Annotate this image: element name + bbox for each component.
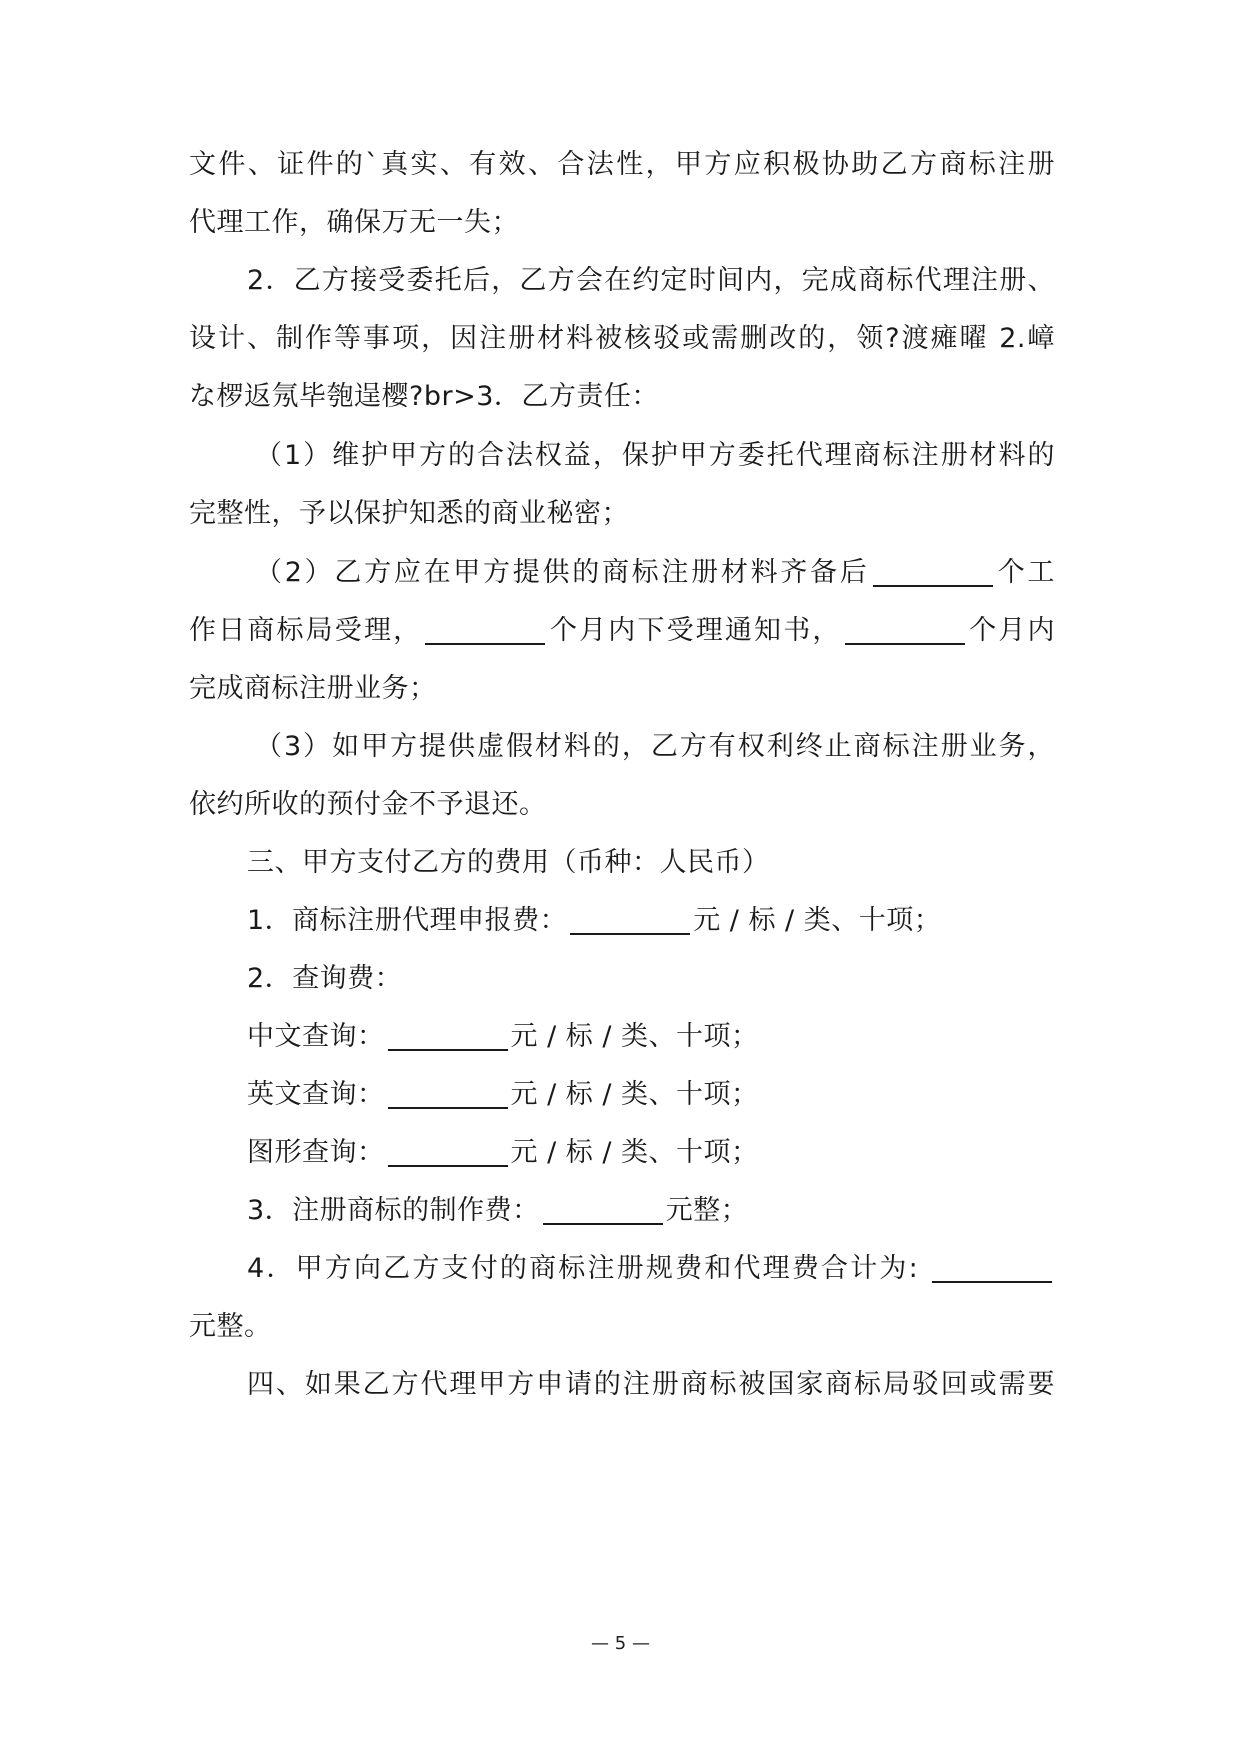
- paragraph-line: 2．乙方接受委托后，乙方会在约定时间内，完成商标代理注册、: [247, 265, 1055, 296]
- line-text: 个月内下受理通知书，: [548, 615, 842, 646]
- fee-label: 英文查询：: [247, 1079, 385, 1110]
- line-text: 个月内: [967, 615, 1056, 646]
- fee-label: 3．注册商标的制作费：: [247, 1195, 540, 1226]
- fee-line: [247, 899, 1055, 943]
- line-text: （2）乙方应在甲方提供的商标注册材料齐备后: [255, 557, 870, 588]
- page-number: — 5 —: [591, 1633, 650, 1654]
- fee-line: 2．查询费：: [247, 963, 403, 994]
- paragraph-line: 完整性，予以保护知悉的商业秘密；: [189, 498, 629, 529]
- fee-label: 4．甲方向乙方支付的商标注册规费和代理费合计为:: [247, 1253, 919, 1284]
- fill-in-blank[interactable]: [388, 1019, 508, 1051]
- fee-label: 中文查询：: [247, 1021, 385, 1052]
- fee-line: [247, 1131, 1055, 1175]
- paragraph-line: [255, 551, 1055, 595]
- paragraph-line: （1）维护甲方的合法权益，保护甲方委托代理商标注册材料的: [255, 440, 1055, 471]
- fee-line: [247, 1073, 1055, 1117]
- fee-line: [247, 1189, 1055, 1233]
- fee-line: [247, 1015, 1055, 1059]
- paragraph-line: な椤返氖毕匏逞樱?br>3．乙方责任：: [189, 381, 659, 412]
- paragraph-line: 元整。: [189, 1311, 272, 1342]
- fill-in-blank[interactable]: [388, 1135, 508, 1167]
- fill-in-blank[interactable]: [425, 613, 545, 645]
- paragraph-line: [189, 609, 1055, 653]
- fill-in-blank[interactable]: [845, 613, 965, 645]
- fill-in-blank[interactable]: [873, 555, 993, 587]
- fill-in-blank[interactable]: [543, 1193, 663, 1225]
- fee-unit: 元 / 标 / 类、十项；: [510, 1137, 759, 1168]
- fee-unit: 元整；: [665, 1195, 749, 1226]
- fee-unit: 元 / 标 / 类、十项；: [693, 905, 942, 936]
- fee-unit: 元 / 标 / 类、十项；: [510, 1079, 759, 1110]
- fee-label: 图形查询：: [247, 1137, 385, 1168]
- section-heading: 三、甲方支付乙方的费用（币种：人民币）: [247, 847, 770, 878]
- fee-unit: 元 / 标 / 类、十项；: [510, 1021, 759, 1052]
- paragraph-line: 完成商标注册业务；: [189, 673, 437, 704]
- paragraph-line: 设计、制作等事项，因注册材料被核驳或需删改的，领?渡瘫曜 2.嶂: [189, 323, 1055, 354]
- paragraph-line: 文件、证件的`真实、有效、合法性，甲方应积极协助乙方商标注册: [189, 149, 1055, 180]
- fill-in-blank[interactable]: [932, 1251, 1052, 1283]
- fee-label: 1．商标注册代理申报费：: [247, 905, 568, 936]
- line-text: 个工: [995, 557, 1055, 588]
- paragraph-line: 依约所收的预付金不予退还。: [189, 789, 547, 820]
- line-text: 作日商标局受理，: [189, 615, 423, 646]
- paragraph-line: （3）如甲方提供虚假材料的，乙方有权利终止商标注册业务，: [255, 731, 1055, 762]
- paragraph-line: 代理工作，确保万无一失；: [189, 207, 519, 238]
- fee-line: [247, 1247, 1055, 1291]
- fill-in-blank[interactable]: [388, 1077, 508, 1109]
- fill-in-blank[interactable]: [570, 903, 690, 935]
- section-heading: 四、如果乙方代理甲方申请的注册商标被国家商标局驳回或需要: [247, 1369, 1055, 1400]
